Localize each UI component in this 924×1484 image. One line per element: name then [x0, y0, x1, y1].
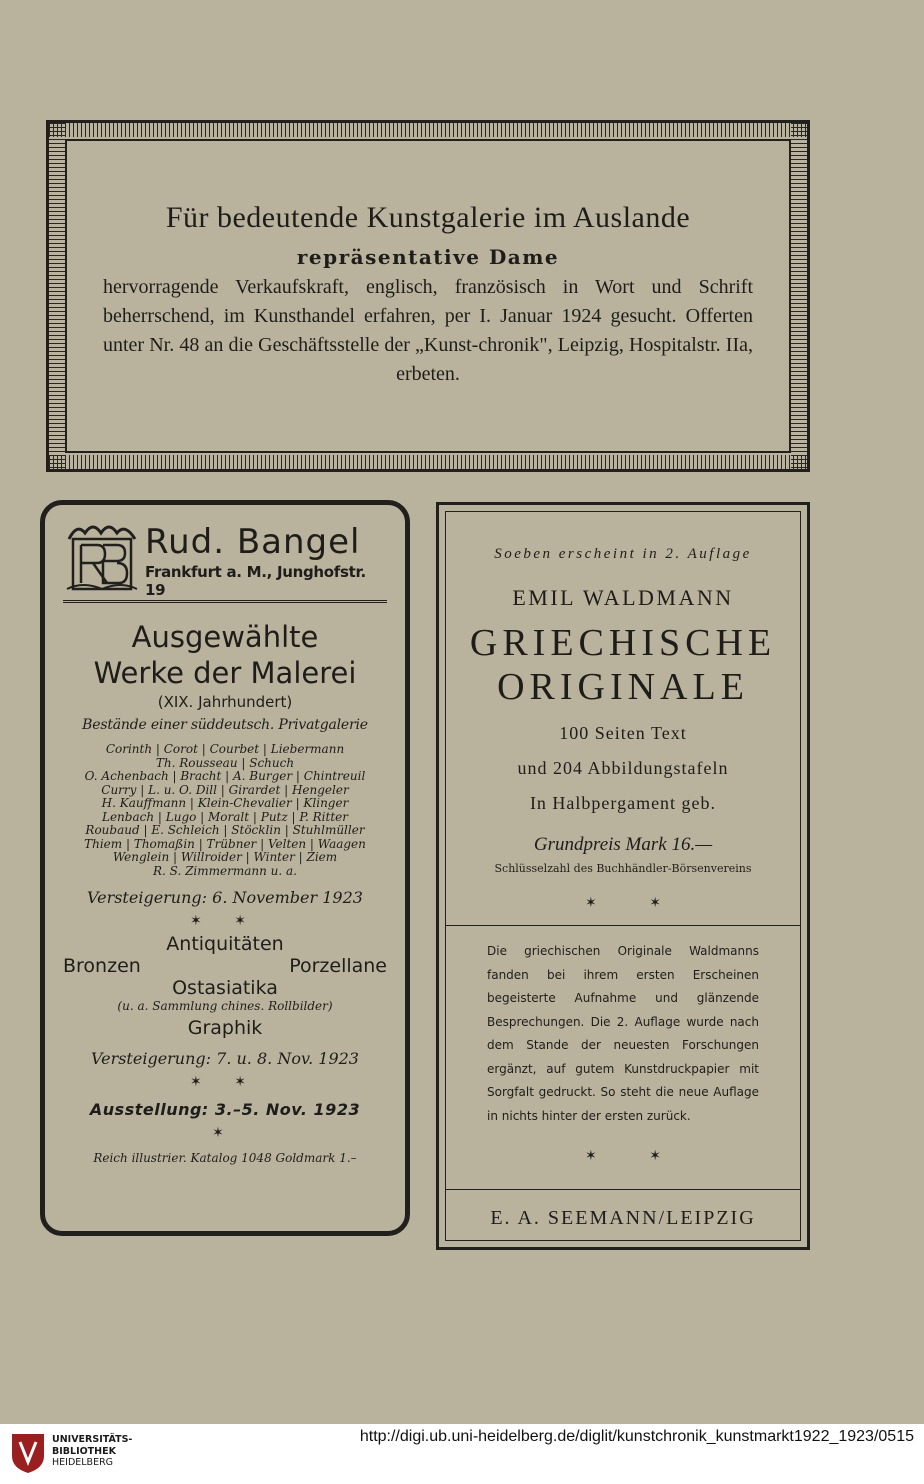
artist-line: Lenbach | Lugo | Moralt | Putz | P. Ritter: [101, 809, 348, 824]
library-line-2: BIBLIOTHEK: [52, 1445, 116, 1457]
artist-line: Curry | L. u. O. Dill | Girardet | Hengeler: [101, 782, 349, 797]
book-description: Die griechischen Originale Waldmanns fanden bei ihrem ersten Erscheinen begeisterte Aufnahme und glänzende Besprechungen. Die 2. Auflage wurde nach dem Stande der neuesten Forschungen ergänzt, auf gutem Kunstdruckpapier mit Sorgfalt gedruckt. So steht die neue Auflage in nichts hinter der ersten zurück.: [487, 944, 759, 1123]
auction-date-1: Versteigerung: 6. November 1923: [87, 888, 363, 907]
bangel-monogram-logo: [63, 521, 141, 595]
artist-line: Roubaud | E. Schleich | Stöcklin | Stuhlmüller: [85, 823, 365, 837]
artist-line: Th. Rousseau | Schuch: [155, 755, 295, 770]
library-line-1: UNIVERSITÄTS-: [52, 1434, 133, 1445]
divider: [446, 1189, 800, 1190]
item-east-asia: Ostasiatika: [172, 977, 278, 999]
price-key-note: Schlüsselzahl des Buchhändler-Börsenvereins: [494, 862, 752, 875]
single-star-ornament: ✶: [212, 1125, 238, 1141]
top-advertisement: [46, 120, 810, 472]
star-ornament: ✶ ✶: [585, 1148, 685, 1164]
viewer-footer: [0, 1424, 924, 1484]
item-note: (u. a. Sammlung chines. Rollbilder): [117, 999, 333, 1013]
star-ornament: ✶ ✶: [585, 895, 685, 911]
item-antiques: Antiquitäten: [166, 933, 284, 955]
library-line-3: HEIDELBERG: [52, 1457, 114, 1468]
century-label: (XIX. Jahrhundert): [157, 693, 293, 711]
base-price: Grundpreis Mark 16.—: [533, 834, 713, 855]
library-name: [52, 1434, 132, 1469]
firm-address: Frankfurt a. M., Junghofstr. 19: [145, 563, 366, 599]
item-porcelain: Porzellane: [289, 955, 387, 977]
artist-line: R. S. Zimmermann u. a.: [153, 863, 297, 878]
publisher-name: E. A. SEEMANN/LEIPZIG: [490, 1207, 756, 1229]
artist-line: O. Achenbach | Bracht | A. Burger | Chintreuil: [84, 769, 366, 783]
announcement-line: Soeben erscheint in 2. Auflage: [494, 546, 752, 562]
divider: [446, 925, 800, 926]
provenance-line: Bestände einer süddeutsch. Privatgalerie: [82, 717, 368, 733]
bangel-header: [63, 521, 387, 603]
plate-count: und 204 Abbildungstafeln: [517, 758, 729, 778]
sale-title-line1: Ausgewählte: [131, 620, 319, 654]
exhibition-dates: Ausstellung: 3.–5. Nov. 1923: [89, 1100, 361, 1119]
university-seal-icon: [10, 1432, 46, 1474]
book-title-line2: ORIGINALE: [497, 666, 749, 708]
artist-line: Wenglein | Willroider | Winter | Ziem: [112, 850, 338, 864]
bangel-advertisement: [40, 500, 410, 1236]
source-url-link[interactable]: http://digi.ub.uni-heidelberg.de/diglit/kunstchronik_kunstmarkt1922_1923/0515: [359, 1428, 914, 1445]
top-ad-body: hervorragende Verkaufskraft, englisch, französisch in Wort und Schrift beherrschend, im Kunsthandel erfahren, per I. Januar 1924 gesucht. Offerten unter Nr. 48 an die Geschäftsstelle der „Kunst-chronik", Leipzig, Hospitalstr. IIa, erbeten.: [103, 276, 753, 385]
book-title-line1: GRIECHISCHE: [469, 622, 777, 664]
item-categories: [63, 933, 387, 999]
page-count: 100 Seiten Text: [559, 723, 687, 743]
star-ornament: ✶ ✶: [190, 913, 260, 929]
seemann-advertisement: [436, 502, 810, 1250]
sale-title: [63, 619, 387, 691]
top-ad-inner-frame: [65, 139, 791, 453]
artist-line: Corinth | Corot | Courbet | Liebermann: [105, 742, 345, 756]
artist-line: Thiem | Thomaßin | Trübner | Velten | Waagen: [84, 836, 366, 851]
item-bronzes: Bronzen: [63, 955, 141, 977]
firm-name: Rud. Bangel: [145, 522, 361, 562]
artist-line: H. Kauffmann | Klein-Chevalier | Klinger: [101, 796, 349, 810]
auction-date-2: Versteigerung: 7. u. 8. Nov. 1923: [91, 1049, 359, 1068]
top-ad-subheadline: repräsentative Dame: [296, 245, 560, 269]
binding-info: In Halbpergament geb.: [529, 793, 717, 813]
item-graphics: Graphik: [187, 1017, 263, 1039]
book-author: EMIL WALDMANN: [512, 585, 734, 610]
artist-list: [63, 743, 387, 878]
book-title: [446, 621, 800, 709]
catalog-line: Reich illustrier. Katalog 1048 Goldmark 1.–: [93, 1151, 357, 1165]
star-ornament: ✶ ✶: [190, 1074, 260, 1090]
sale-title-line2: Werke der Malerei: [93, 656, 357, 690]
top-ad-headline: Für bedeutende Kunstgalerie im Auslande: [165, 201, 691, 234]
